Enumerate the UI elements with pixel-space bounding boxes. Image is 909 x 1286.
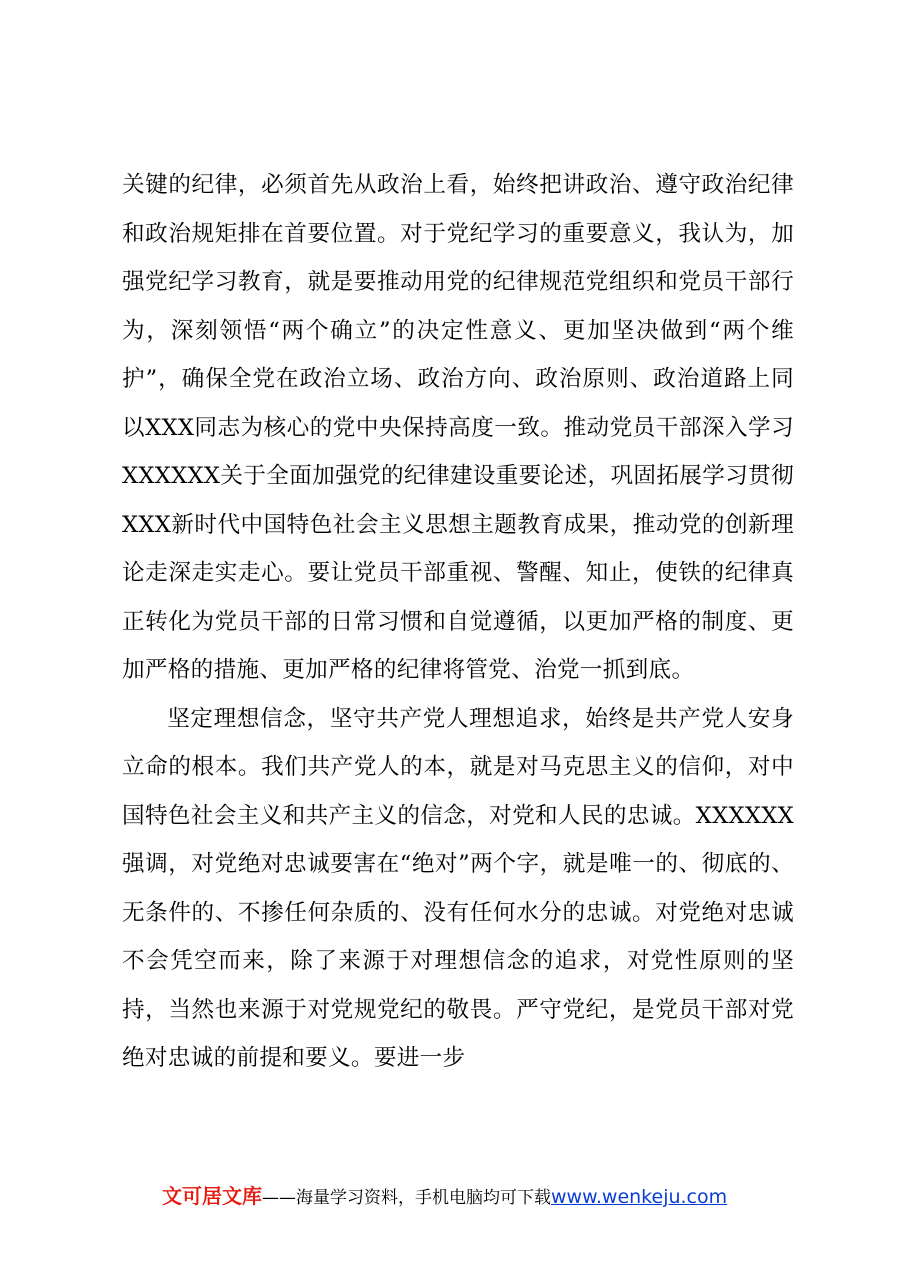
footer-watermark	[162, 1181, 727, 1213]
document-body	[122, 161, 794, 1083]
paragraph-1: 关键的纪律，必须首先从政治上看，始终把讲政治、遵守政治纪律和政治规矩排在首要位置。对于党纪学习的重要意义，我认为，加强党纪学习教育，就是要推动用党的纪律规范党组织和党员干部行为，深刻领悟“两个确立”的决定性意义、更加坚决做到“两个维护”，确保全党在政治立场、政治方向、政治原则、政治道路上同以XXX同志为核心的党中央保持高度一致。推动党员干部深入学习XXXXXX关于全面加强党的纪律建设重要论述，巩固拓展学习贯彻XXX新时代中国特色社会主义思想主题教育成果，推动党的创新理论走深走实走心。要让党员干部重视、警醒、知止，使铁的纪律真正转化为党员干部的日常习惯和自觉遵循，以更加严格的制度、更加严格的措施、更加严格的纪律将管党、治党一抓到底。	[122, 172, 794, 683]
footer-brand: 文可居文库	[162, 1184, 262, 1208]
footer-website-link[interactable]: www.wenkeju.com	[551, 1186, 728, 1208]
paragraph-2: 坚定理想信念，坚守共产党人理想追求，始终是共产党人安身立命的根本。我们共产党人的本，就是对马克思主义的信仰，对中国特色社会主义和共产主义的信念，对党和人民的忠诚。XXXXXX强调，对党绝对忠诚要害在“绝对”两个字，就是唯一的、彻底的、无条件的、不掺任何杂质的、没有任何水分的忠诚。对党绝对忠诚不会凭空而来，除了来源于对理想信念的追求，对党性原则的坚持，当然也来源于对党规党纪的敬畏。严守党纪，是党员干部对党绝对忠诚的前提和要义。要进一步	[122, 705, 794, 1071]
footer-slogan: ——海量学习资料，手机电脑均可下载	[262, 1188, 551, 1208]
